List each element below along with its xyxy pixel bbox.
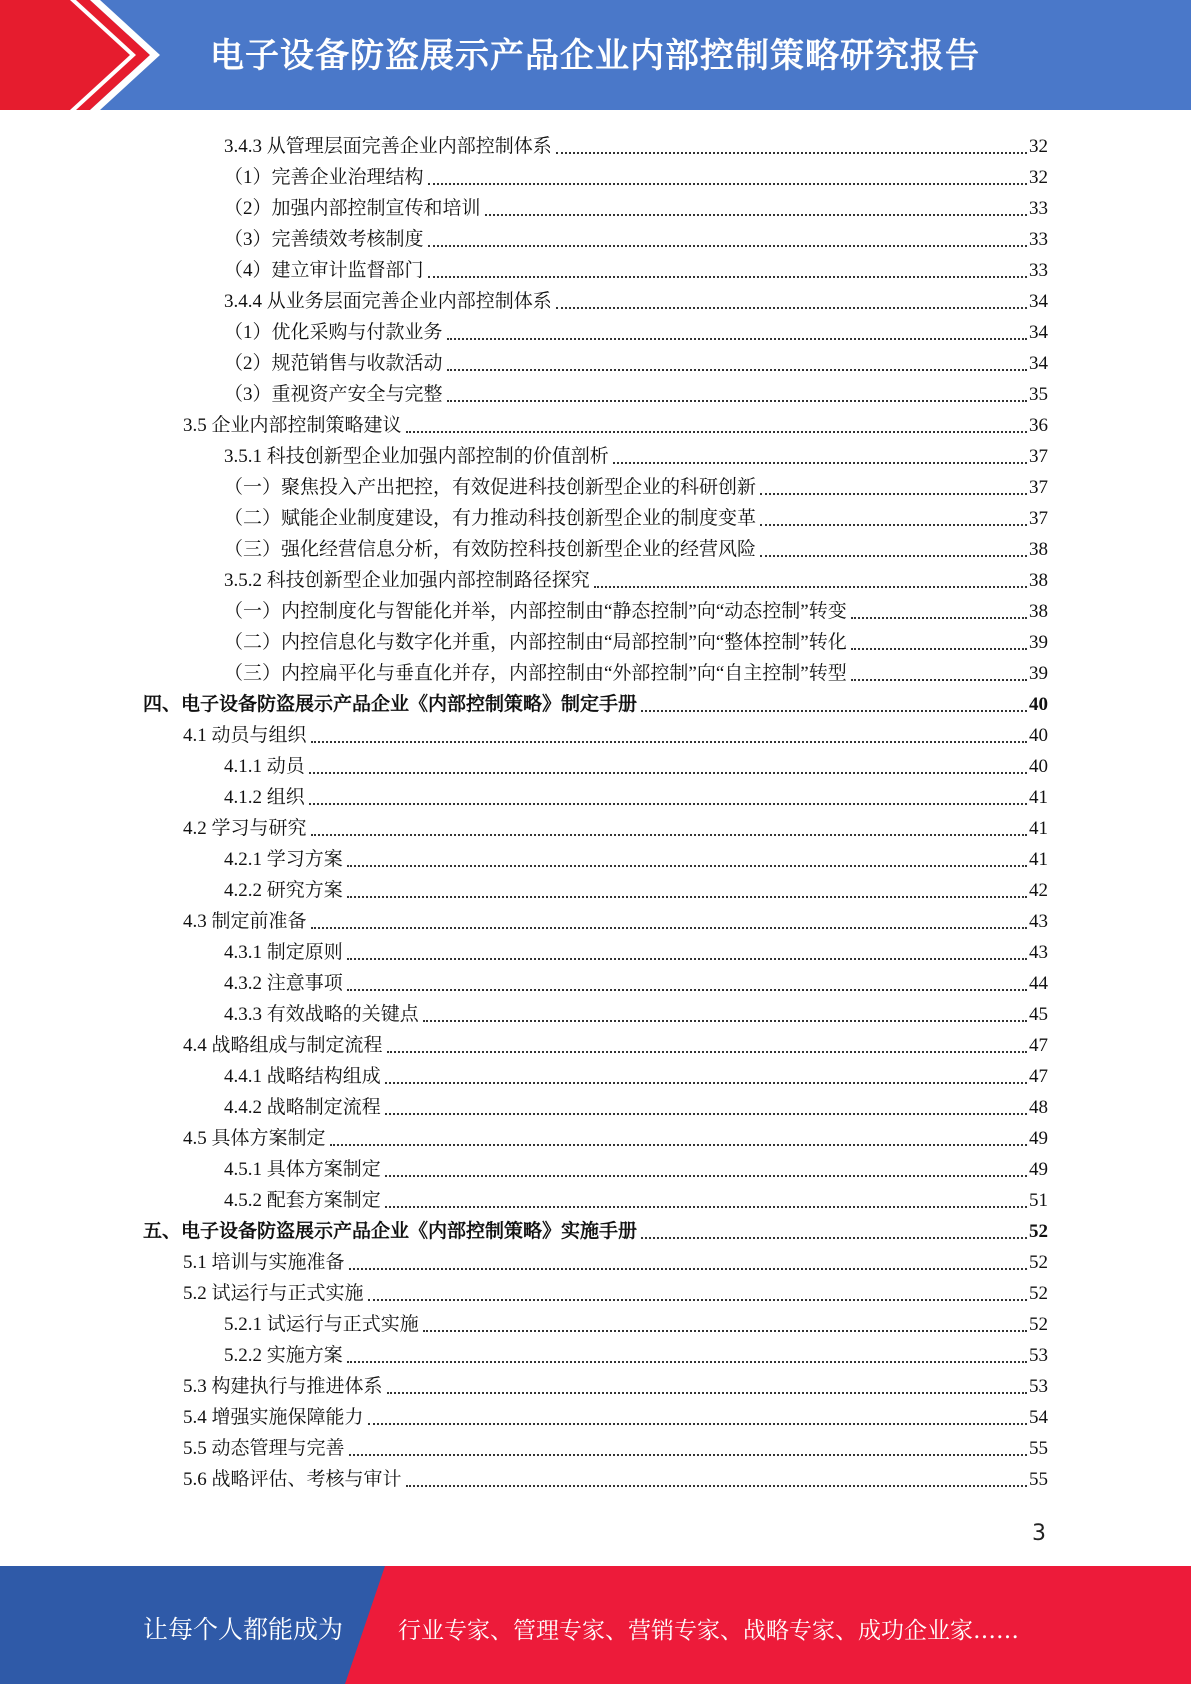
report-title: 电子设备防盗展示产品企业内部控制策略研究报告 — [210, 36, 980, 76]
toc-entry-page: 38 — [1029, 539, 1048, 560]
toc-entry[interactable] — [224, 500, 1048, 531]
toc-entry[interactable] — [143, 686, 1048, 717]
toc-dot-leader — [613, 462, 1027, 464]
toc-dot-leader — [311, 741, 1027, 743]
toc-entry[interactable] — [183, 1399, 1048, 1430]
toc-entry-page: 33 — [1029, 229, 1048, 250]
toc-entry[interactable] — [224, 190, 1048, 221]
toc-entry-page: 52 — [1029, 1314, 1048, 1335]
toc-entry-page: 51 — [1029, 1190, 1048, 1211]
toc-dot-leader — [423, 1330, 1027, 1332]
toc-entry-title: （4）建立审计监督部门 — [224, 260, 424, 281]
toc-dot-leader — [485, 214, 1027, 216]
toc-entry-title: 4.5.1 具体方案制定 — [224, 1159, 381, 1180]
toc-dot-leader — [641, 710, 1027, 712]
toc-entry-page: 33 — [1029, 260, 1048, 281]
toc-entry-page: 47 — [1029, 1035, 1048, 1056]
toc-entry-title: 4.5.2 配套方案制定 — [224, 1190, 381, 1211]
toc-dot-leader — [428, 183, 1027, 185]
toc-entry-title: 4.4.1 战略结构组成 — [224, 1066, 381, 1087]
toc-entry-title: （2）加强内部控制宣传和培训 — [224, 198, 481, 219]
toc-entry-page: 41 — [1029, 849, 1048, 870]
toc-dot-leader — [311, 927, 1027, 929]
toc-entry-title: （一）聚焦投入产出把控，有效促进科技创新型企业的科研创新 — [224, 477, 757, 498]
toc-entry-page: 40 — [1029, 756, 1048, 777]
toc-entry-title: 4.1.1 动员 — [224, 756, 305, 777]
toc-entry[interactable] — [224, 562, 1048, 593]
toc-entry-page: 48 — [1029, 1097, 1048, 1118]
toc-entry-title: 4.5 具体方案制定 — [183, 1128, 326, 1149]
toc-entry-title: 5.2 试运行与正式实施 — [183, 1283, 364, 1304]
toc-entry-page: 55 — [1029, 1438, 1048, 1459]
toc-entry-page: 41 — [1029, 787, 1048, 808]
toc-dot-leader — [349, 1268, 1027, 1270]
toc-entry-title: 5.2.2 实施方案 — [224, 1345, 343, 1366]
toc-entry-page: 38 — [1029, 570, 1048, 591]
toc-entry[interactable] — [183, 1120, 1048, 1151]
toc-entry-title: 4.4.2 战略制定流程 — [224, 1097, 381, 1118]
toc-entry[interactable] — [183, 903, 1048, 934]
toc-entry-title: （三）强化经营信息分析，有效防控科技创新型企业的经营风险 — [224, 539, 757, 560]
toc-dot-leader — [309, 772, 1027, 774]
toc-entry-title: 4.1.2 组织 — [224, 787, 305, 808]
toc-entry-title: 4.4 战略组成与制定流程 — [183, 1035, 383, 1056]
toc-entry[interactable] — [224, 438, 1048, 469]
toc-entry[interactable] — [224, 221, 1048, 252]
toc-dot-leader — [447, 369, 1027, 371]
toc-dot-leader — [347, 865, 1027, 867]
toc-entry-title: 4.2.1 学习方案 — [224, 849, 343, 870]
toc-entry-title: 5.1 培训与实施准备 — [183, 1252, 345, 1273]
toc-dot-leader — [851, 648, 1027, 650]
toc-dot-leader — [368, 1423, 1027, 1425]
toc-entry-title: 3.5.1 科技创新型企业加强内部控制的价值剖析 — [224, 446, 609, 467]
toc-entry-page: 53 — [1029, 1376, 1048, 1397]
toc-entry-page: 39 — [1029, 632, 1048, 653]
toc-entry-title: （3）重视资产安全与完整 — [224, 384, 443, 405]
toc-dot-leader — [368, 1299, 1027, 1301]
toc-entry-title: （二）内控信息化与数字化并重，内部控制由“局部控制”向“整体控制”转化 — [224, 632, 847, 653]
toc-dot-leader — [594, 586, 1027, 588]
toc-entry-page: 52 — [1029, 1221, 1048, 1242]
toc-entry-page: 37 — [1029, 508, 1048, 529]
toc-entry[interactable] — [224, 252, 1048, 283]
toc-entry-page: 32 — [1029, 136, 1048, 157]
toc-dot-leader — [349, 1454, 1027, 1456]
toc-entry-page: 36 — [1029, 415, 1048, 436]
toc-entry-title: 5.6 战略评估、考核与审计 — [183, 1469, 402, 1490]
toc-dot-leader — [387, 1051, 1027, 1053]
toc-dot-leader — [347, 958, 1027, 960]
toc-entry[interactable] — [224, 779, 1048, 810]
toc-entry-title: 4.3 制定前准备 — [183, 911, 307, 932]
toc-entry[interactable] — [224, 1089, 1048, 1120]
toc-dot-leader — [347, 896, 1027, 898]
toc-entry-title: 4.3.1 制定原则 — [224, 942, 343, 963]
toc-entry-title: 4.2 学习与研究 — [183, 818, 307, 839]
toc-dot-leader — [385, 1113, 1027, 1115]
toc-dot-leader — [851, 617, 1027, 619]
toc-entry-page: 35 — [1029, 384, 1048, 405]
toc-entry-title: 3.5.2 科技创新型企业加强内部控制路径探究 — [224, 570, 590, 591]
page-footer — [0, 1566, 1191, 1684]
toc-entry[interactable] — [224, 1151, 1048, 1182]
toc-entry-title: （1）优化采购与付款业务 — [224, 322, 443, 343]
toc-entry-title: （三）内控扁平化与垂直化并存，内部控制由“外部控制”向“自主控制”转型 — [224, 663, 847, 684]
toc-entry-page: 43 — [1029, 911, 1048, 932]
toc-entry-page: 52 — [1029, 1283, 1048, 1304]
toc-entry-title: 4.2.2 研究方案 — [224, 880, 343, 901]
toc-entry-title: （2）规范销售与收款活动 — [224, 353, 443, 374]
toc-entry[interactable] — [224, 531, 1048, 562]
toc-dot-leader — [641, 1237, 1027, 1239]
toc-entry-title: （一）内控制度化与智能化并举，内部控制由“静态控制”向“动态控制”转变 — [224, 601, 847, 622]
toc-entry-page: 54 — [1029, 1407, 1048, 1428]
toc-dot-leader — [556, 152, 1027, 154]
toc-entry[interactable] — [224, 345, 1048, 376]
toc-entry-page: 55 — [1029, 1469, 1048, 1490]
toc-entry-page: 38 — [1029, 601, 1048, 622]
toc-dot-leader — [385, 1082, 1027, 1084]
toc-dot-leader — [447, 400, 1027, 402]
toc-entry[interactable] — [224, 376, 1048, 407]
toc-entry-title: 3.4.3 从管理层面完善企业内部控制体系 — [224, 136, 552, 157]
toc-entry[interactable] — [183, 1430, 1048, 1461]
toc-entry-page: 34 — [1029, 353, 1048, 374]
toc-entry[interactable] — [183, 717, 1048, 748]
toc-dot-leader — [330, 1144, 1027, 1146]
toc-entry-page: 52 — [1029, 1252, 1048, 1273]
toc-entry-title: （1）完善企业治理结构 — [224, 167, 424, 188]
toc-entry-page: 44 — [1029, 973, 1048, 994]
toc-dot-leader — [311, 834, 1027, 836]
toc-entry[interactable] — [224, 593, 1048, 624]
toc-dot-leader — [428, 245, 1027, 247]
toc-dot-leader — [406, 431, 1027, 433]
footer-slogan-left: 让每个人都能成为 — [143, 1615, 344, 1644]
toc-entry[interactable] — [183, 407, 1048, 438]
toc-entry-page: 49 — [1029, 1159, 1048, 1180]
toc-entry-page: 47 — [1029, 1066, 1048, 1087]
toc-entry-page: 34 — [1029, 291, 1048, 312]
toc-entry-page: 37 — [1029, 477, 1048, 498]
toc-entry[interactable] — [183, 1275, 1048, 1306]
toc-entry-page: 45 — [1029, 1004, 1048, 1025]
toc-entry-title: 5.5 动态管理与完善 — [183, 1438, 345, 1459]
toc-entry-page: 33 — [1029, 198, 1048, 219]
toc-dot-leader — [406, 1485, 1027, 1487]
toc-entry-title: 4.1 动员与组织 — [183, 725, 307, 746]
toc-dot-leader — [385, 1175, 1027, 1177]
toc-entry-title: 4.3.2 注意事项 — [224, 973, 343, 994]
toc-entry-title: （3）完善绩效考核制度 — [224, 229, 424, 250]
toc-dot-leader — [423, 1020, 1027, 1022]
toc-entry[interactable] — [224, 965, 1048, 996]
toc-entry[interactable] — [224, 159, 1048, 190]
toc-dot-leader — [385, 1206, 1027, 1208]
toc-entry[interactable] — [224, 314, 1048, 345]
toc-entry-title: 四、电子设备防盗展示产品企业《内部控制策略》制定手册 — [143, 694, 638, 715]
header-red-arrow — [0, 0, 150, 110]
toc-entry[interactable] — [224, 996, 1048, 1027]
toc-entry-page: 37 — [1029, 446, 1048, 467]
toc-entry[interactable] — [224, 624, 1048, 655]
toc-dot-leader — [387, 1392, 1027, 1394]
toc-entry-title: 3.5 企业内部控制策略建议 — [183, 415, 402, 436]
toc-entry[interactable] — [224, 748, 1048, 779]
footer-slogan-right: 行业专家、管理专家、营销专家、战略专家、成功企业家…… — [398, 1618, 1019, 1644]
toc-entry-page: 41 — [1029, 818, 1048, 839]
toc-entry[interactable] — [224, 655, 1048, 686]
toc-entry-title: 5.2.1 试运行与正式实施 — [224, 1314, 419, 1335]
toc-entry-page: 53 — [1029, 1345, 1048, 1366]
toc-entry-page: 43 — [1029, 942, 1048, 963]
toc-entry[interactable] — [224, 934, 1048, 965]
toc-dot-leader — [760, 555, 1027, 557]
toc-entry[interactable] — [224, 469, 1048, 500]
toc-dot-leader — [556, 307, 1027, 309]
toc-dot-leader — [851, 679, 1027, 681]
toc-entry[interactable] — [183, 1368, 1048, 1399]
toc-entry[interactable] — [224, 841, 1048, 872]
toc-entry-title: 五、电子设备防盗展示产品企业《内部控制策略》实施手册 — [143, 1221, 638, 1242]
toc-entry-page: 34 — [1029, 322, 1048, 343]
toc-dot-leader — [447, 338, 1027, 340]
toc-entry[interactable] — [183, 810, 1048, 841]
toc-entry-page: 39 — [1029, 663, 1048, 684]
toc-dot-leader — [347, 989, 1027, 991]
toc-entry-page: 40 — [1029, 725, 1048, 746]
toc-entry-title: 5.4 增强实施保障能力 — [183, 1407, 364, 1428]
page-header — [0, 0, 1191, 110]
toc-entry-page: 32 — [1029, 167, 1048, 188]
toc-entry-title: 5.3 构建执行与推进体系 — [183, 1376, 383, 1397]
toc-entry[interactable] — [224, 1306, 1048, 1337]
toc-entry[interactable] — [183, 1244, 1048, 1275]
toc-entry[interactable] — [224, 1182, 1048, 1213]
toc-dot-leader — [428, 276, 1027, 278]
toc-dot-leader — [760, 524, 1027, 526]
toc-dot-leader — [347, 1361, 1027, 1363]
toc-dot-leader — [309, 803, 1027, 805]
toc-entry[interactable] — [183, 1027, 1048, 1058]
toc-entry[interactable] — [224, 1337, 1048, 1368]
toc-entry[interactable] — [224, 128, 1048, 159]
toc-entry-page: 49 — [1029, 1128, 1048, 1149]
page-number: 3 — [1032, 1521, 1046, 1546]
toc-entry[interactable] — [143, 1213, 1048, 1244]
toc-entry[interactable] — [183, 1461, 1048, 1492]
toc-dot-leader — [760, 493, 1027, 495]
toc-entry[interactable] — [224, 283, 1048, 314]
toc-entry-page: 40 — [1029, 694, 1048, 715]
toc-entry[interactable] — [224, 1058, 1048, 1089]
toc-entry-page: 42 — [1029, 880, 1048, 901]
toc-entry-title: （二）赋能企业制度建设，有力推动科技创新型企业的制度变革 — [224, 508, 757, 529]
toc-entry[interactable] — [224, 872, 1048, 903]
toc-entry-title: 4.3.3 有效战略的关键点 — [224, 1004, 419, 1025]
toc-entry-title: 3.4.4 从业务层面完善企业内部控制体系 — [224, 291, 552, 312]
